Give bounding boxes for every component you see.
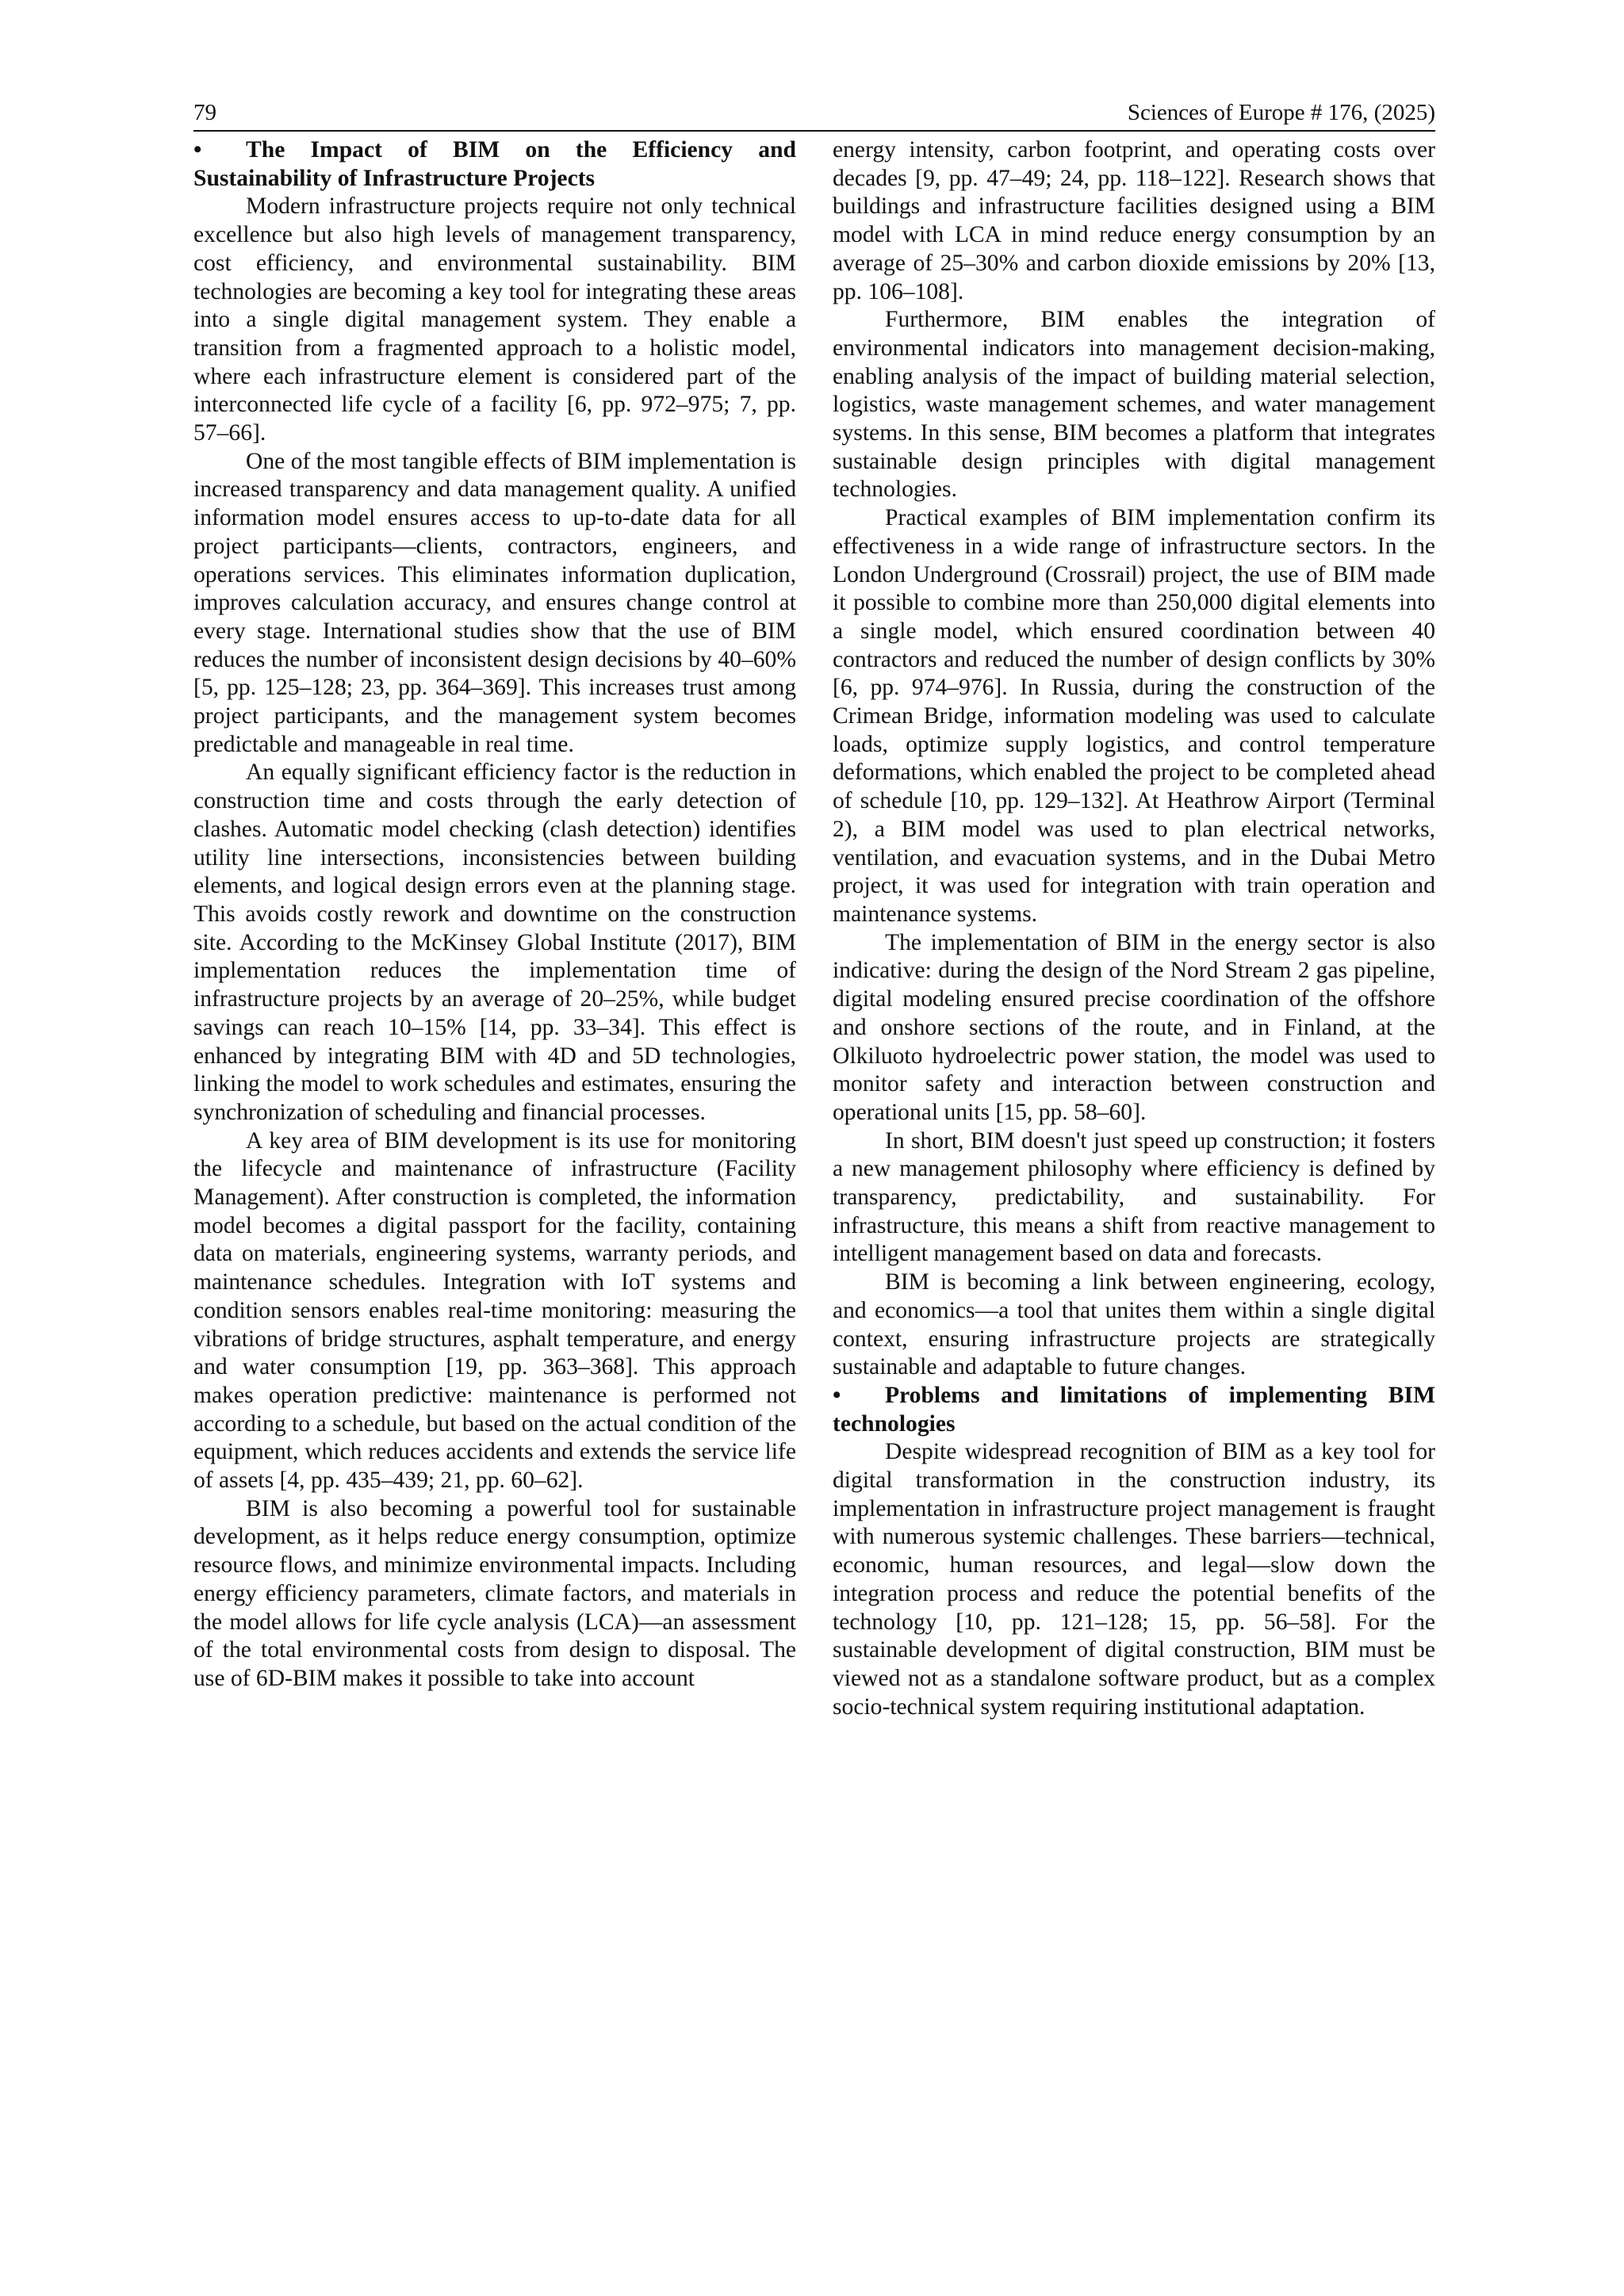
paragraph: Modern infrastructure projects require not only technical excellence but also high levels of management transparency, cost efficiency, and environmental sustainability. BIM technologies are becoming a key tool for integrating these areas into a single digital management system. They enable a transition from a fragmented approach to a holistic model, where each infrastructure element is considered part of the interconnected life cycle of a facility [6, pp. 972–975; 7, pp. 57–66]. bbox=[193, 193, 796, 446]
page-number: 79 bbox=[193, 100, 216, 125]
paragraph: Furthermore, BIM enables the integration of environmental indicators into management decision-making, enabling analysis of the impact of building material selection, logistics, waste management schemes, and water management systems. In this sense, BIM becomes a platform that integrates sustainable design principles with digital management technologies. bbox=[833, 307, 1435, 503]
section-heading-bim-impact bbox=[193, 136, 796, 193]
journal-title: Sciences of Europe # 176, (2025) bbox=[1127, 100, 1435, 125]
section-heading-text: Problems and limitations of implementing BIM technologies bbox=[833, 1382, 1435, 1437]
paragraph: In short, BIM doesn't just speed up construction; it fosters a new management philosophy where efficiency is defined by transparency, predictability, and sustainability. For infrastructure, this means a shift from reactive management to intelligent management based on data and forecasts. bbox=[833, 1127, 1435, 1267]
paragraph: Practical examples of BIM implementation confirm its effectiveness in a wide range of infrastructure sectors. In the London Underground (Crossrail) project, the use of BIM made it possible to combine more than 250,000 digital elements into a single model, which ensured coordination between 40 contractors and reduced the number of design conflicts by 30% [6, pp. 974–976]. In Russia, during the construction of the Crimean Bridge, information modeling was used to calculate loads, optimize supply logistics, and control temperature deformations, which enabled the project to be completed ahead of schedule [10, pp. 129–132]. At Heathrow Airport (Terminal 2), a BIM model was used to plan electrical networks, ventilation, and evacuation systems, and in the Dubai Metro project, it was used for integration with train operation and maintenance systems. bbox=[833, 505, 1435, 927]
paragraph: The implementation of BIM in the energy sector is also indicative: during the design of the Nord Stream 2 gas pipeline, digital modeling ensured precise coordination of the offshore and onshore sections of the route, and in Finland, at the Olkiluoto hydroelectric power station, the model was used to monitor safety and interaction between construction and operational units [15, pp. 58–60]. bbox=[833, 929, 1435, 1125]
paragraph: BIM is also becoming a powerful tool for sustainable development, as it helps reduce energy consumption, optimize resource flows, and minimize environmental impacts. Including energy efficiency parameters, climate factors, and materials in the model allows for life cycle analysis (LCA)—an assessment of the total environmental costs from design to disposal. The use of 6D-BIM makes it possible to take into account bbox=[193, 1495, 796, 1691]
paragraph: BIM is becoming a link between engineering, ecology, and economics—a tool that unites them within a single digital context, ensuring infrastructure projects are strategically sustainable and adaptable to future changes. bbox=[833, 1269, 1435, 1380]
article-page bbox=[193, 0, 1435, 2296]
section-heading-problems bbox=[833, 1382, 1435, 1438]
paragraph-continued: energy intensity, carbon footprint, and operating costs over decades [9, pp. 47–49; 24, pp. 118–122]. Research shows that buildings and infrastructure facilities designed using a BIM model with LCA in mind reduce energy consumption by an average of 25–30% and carbon dioxide emissions by 20% [13, pp. 106–108]. bbox=[833, 137, 1435, 304]
paragraph: A key area of BIM development is its use for monitoring the lifecycle and maintenance of infrastructure (Facility Management). After construction is completed, the information model becomes a digital passport for the facility, containing data on materials, engineering systems, warranty periods, and maintenance schedules. Integration with IoT systems and condition sensors enables real-time monitoring: measuring the vibrations of bridge structures, asphalt temperature, and energy and water consumption [19, pp. 363–368]. This approach makes operation predictive: maintenance is performed not according to a schedule, but based on the actual condition of the equipment, which reduces accidents and extends the service life of assets [4, pp. 435–439; 21, pp. 60–62]. bbox=[193, 1127, 796, 1494]
paragraph: Despite widespread recognition of BIM as a key tool for digital transformation in the construction industry, its implementation in infrastructure project management is fraught with numerous systemic challenges. These barriers—technical, economic, human resources, and legal—slow down the integration process and reduce the potential benefits of the technology [10, pp. 121–128; 15, pp. 56–58]. For the sustainable development of digital construction, BIM must be viewed not as a standalone software product, but as a complex socio-technical system requiring institutional adaptation. bbox=[833, 1439, 1435, 1720]
bullet-icon: • bbox=[193, 137, 202, 163]
running-header bbox=[193, 95, 1435, 132]
paragraph: One of the most tangible effects of BIM implementation is increased transparency and data management quality. A unified information model ensures access to up-to-date data for all project participants—clients, contractors, engineers, and operations services. This eliminates information duplication, improves calculation accuracy, and ensures change control at every stage. International studies show that the use of BIM reduces the number of inconsistent design decisions by 40–60% [5, pp. 125–128; 23, pp. 364–369]. This increases trust among project participants, and the management system becomes predictable and manageable in real time. bbox=[193, 448, 796, 757]
section-heading-text: The Impact of BIM on the Efficiency and Sustainability of Infrastructure Projects bbox=[193, 137, 796, 191]
right-column bbox=[833, 136, 1435, 1721]
paragraph: An equally significant efficiency factor is the reduction in construction time and costs through the early detection of clashes. Automatic model checking (clash detection) identifies utility line intersections, inconsistencies between building elements, and logical design errors even at the planning stage. This avoids costly rework and downtime on the construction site. According to the McKinsey Global Institute (2017), BIM implementation reduces the implementation time of infrastructure projects by an average of 20–25%, while budget savings can reach 10–15% [14, pp. 33–34]. This effect is enhanced by integrating BIM with 4D and 5D technologies, linking the model to work schedules and estimates, ensuring the synchronization of scheduling and financial processes. bbox=[193, 760, 796, 1125]
bullet-icon: • bbox=[833, 1382, 841, 1408]
left-column bbox=[193, 136, 796, 1693]
